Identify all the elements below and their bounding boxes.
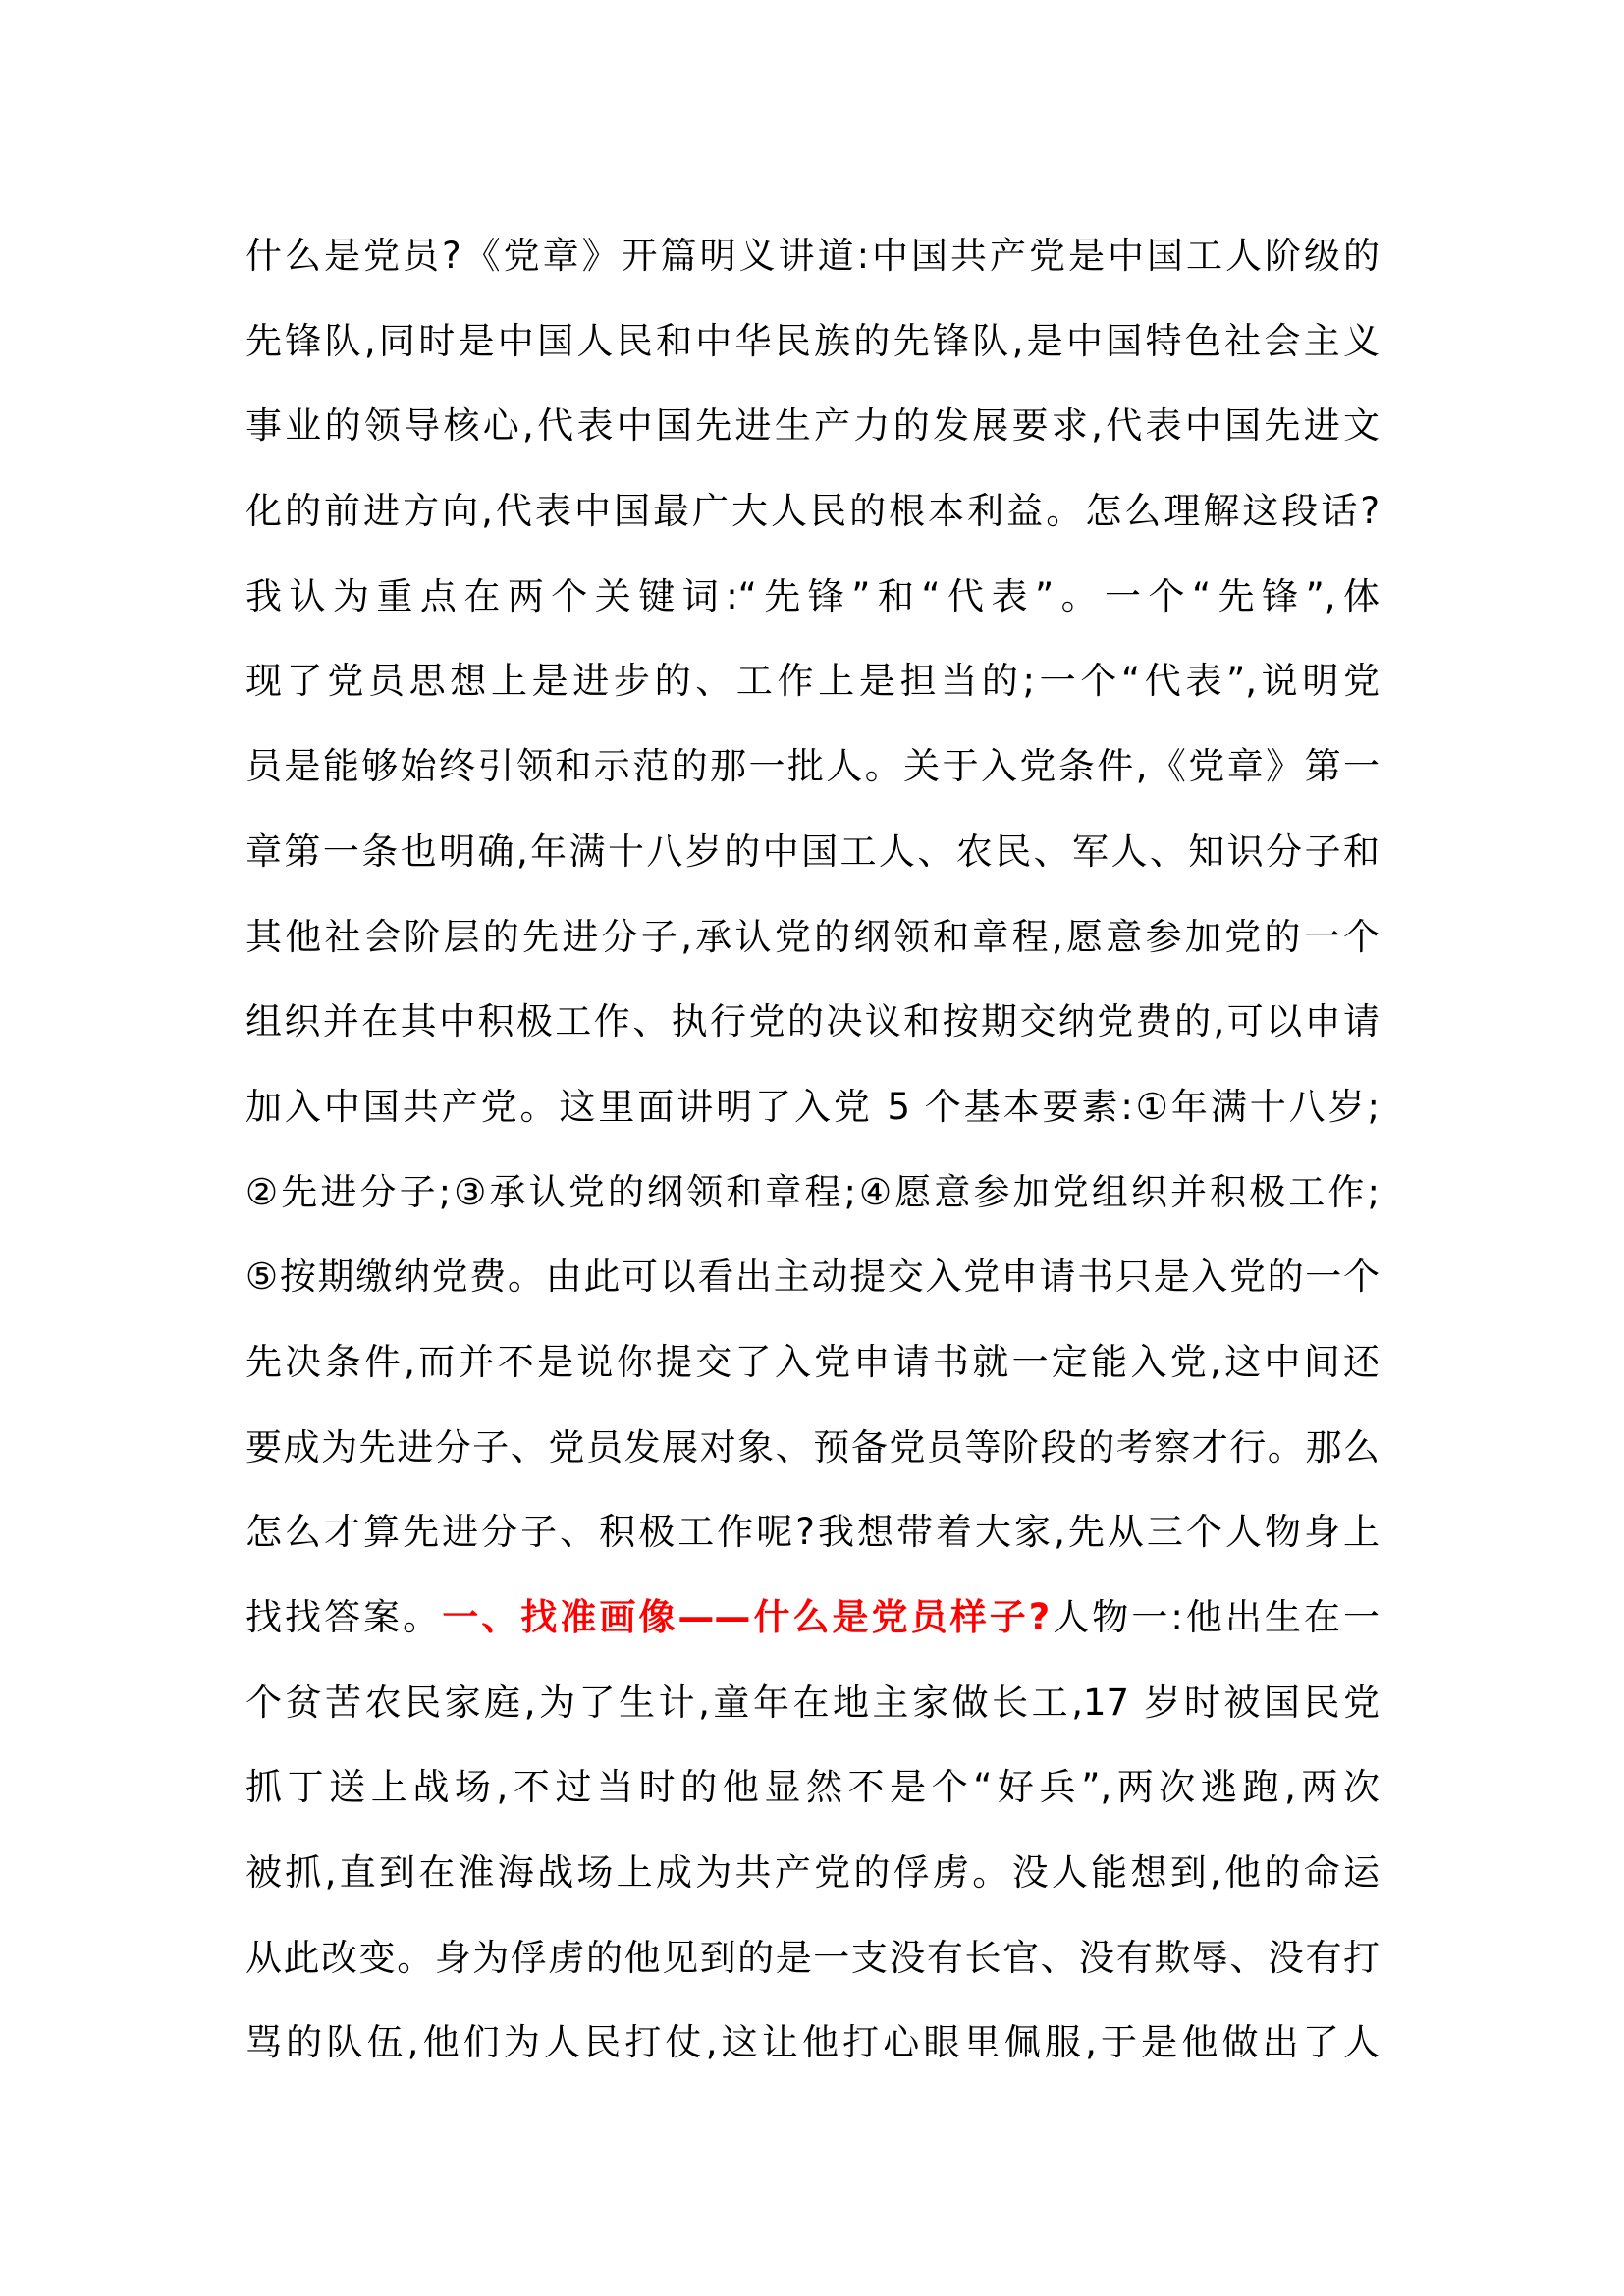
text-line: 从此改变。身为俘虏的他见到的是一支没有长官、没有欺辱、没有打 (245, 1936, 1380, 1979)
text-line: 章第一条也明确,年满十八岁的中国工人、农民、军人、知识分子和 (245, 829, 1380, 873)
text-line: 先决条件,而并不是说你提交了入党申请书就一定能入党,这中间还 (245, 1340, 1380, 1383)
body-paragraph (245, 214, 1380, 2086)
text-line: 现了党员思想上是进步的、工作上是担当的;一个“代表”,说明党 (245, 660, 1380, 703)
text-line: ⑤按期缴纳党费。由此可以看出主动提交入党申请书只是入党的一个 (245, 1255, 1380, 1299)
text-line: 我认为重点在两个关键词:“先锋”和“代表”。一个“先锋”,体 (245, 574, 1380, 617)
text-line: 被抓,直到在淮海战场上成为共产党的俘虏。没人能想到,他的命运 (245, 1851, 1380, 1895)
text-line: 个贫苦农民家庭,为了生计,童年在地主家做长工,17 岁时被国民党 (245, 1681, 1380, 1724)
text-line: 加入中国共产党。这里面讲明了入党 5 个基本要素:①年满十八岁; (245, 1085, 1380, 1128)
text-line: ②先进分子;③承认党的纲领和章程;④愿意参加党组织并积极工作; (245, 1170, 1380, 1213)
section-heading: 一、找准画像——什么是党员样子? (442, 1596, 1051, 1638)
text-line: 其他社会阶层的先进分子,承认党的纲领和章程,愿意参加党的一个 (245, 915, 1380, 958)
text-segment: 找找答案。 (245, 1596, 443, 1638)
text-segment: 人物一:他出生在一 (1050, 1596, 1380, 1638)
text-line: 先锋队,同时是中国人民和中华民族的先锋队,是中国特色社会主义 (245, 319, 1380, 362)
text-line: 化的前进方向,代表中国最广大人民的根本利益。怎么理解这段话? (245, 490, 1380, 533)
text-line: 骂的队伍,他们为人民打仗,这让他打心眼里佩服,于是他做出了人 (245, 2021, 1380, 2064)
text-line-with-heading (245, 1575, 1380, 1661)
text-line: 要成为先进分子、党员发展对象、预备党员等阶段的考察才行。那么 (245, 1425, 1380, 1468)
text-line: 怎么才算先进分子、积极工作呢?我想带着大家,先从三个人物身上 (245, 1511, 1380, 1554)
text-line: 员是能够始终引领和示范的那一批人。关于入党条件,《党章》第一 (245, 745, 1380, 788)
text-line: 抓丁送上战场,不过当时的他显然不是个“好兵”,两次逃跑,两次 (245, 1766, 1380, 1809)
text-line: 什么是党员?《党章》开篇明义讲道:中国共产党是中国工人阶级的 (245, 235, 1380, 277)
text-line: 事业的领导核心,代表中国先进生产力的发展要求,代表中国先进文 (245, 404, 1380, 448)
text-line: 组织并在其中积极工作、执行党的决议和按期交纳党费的,可以申请 (245, 1000, 1380, 1043)
